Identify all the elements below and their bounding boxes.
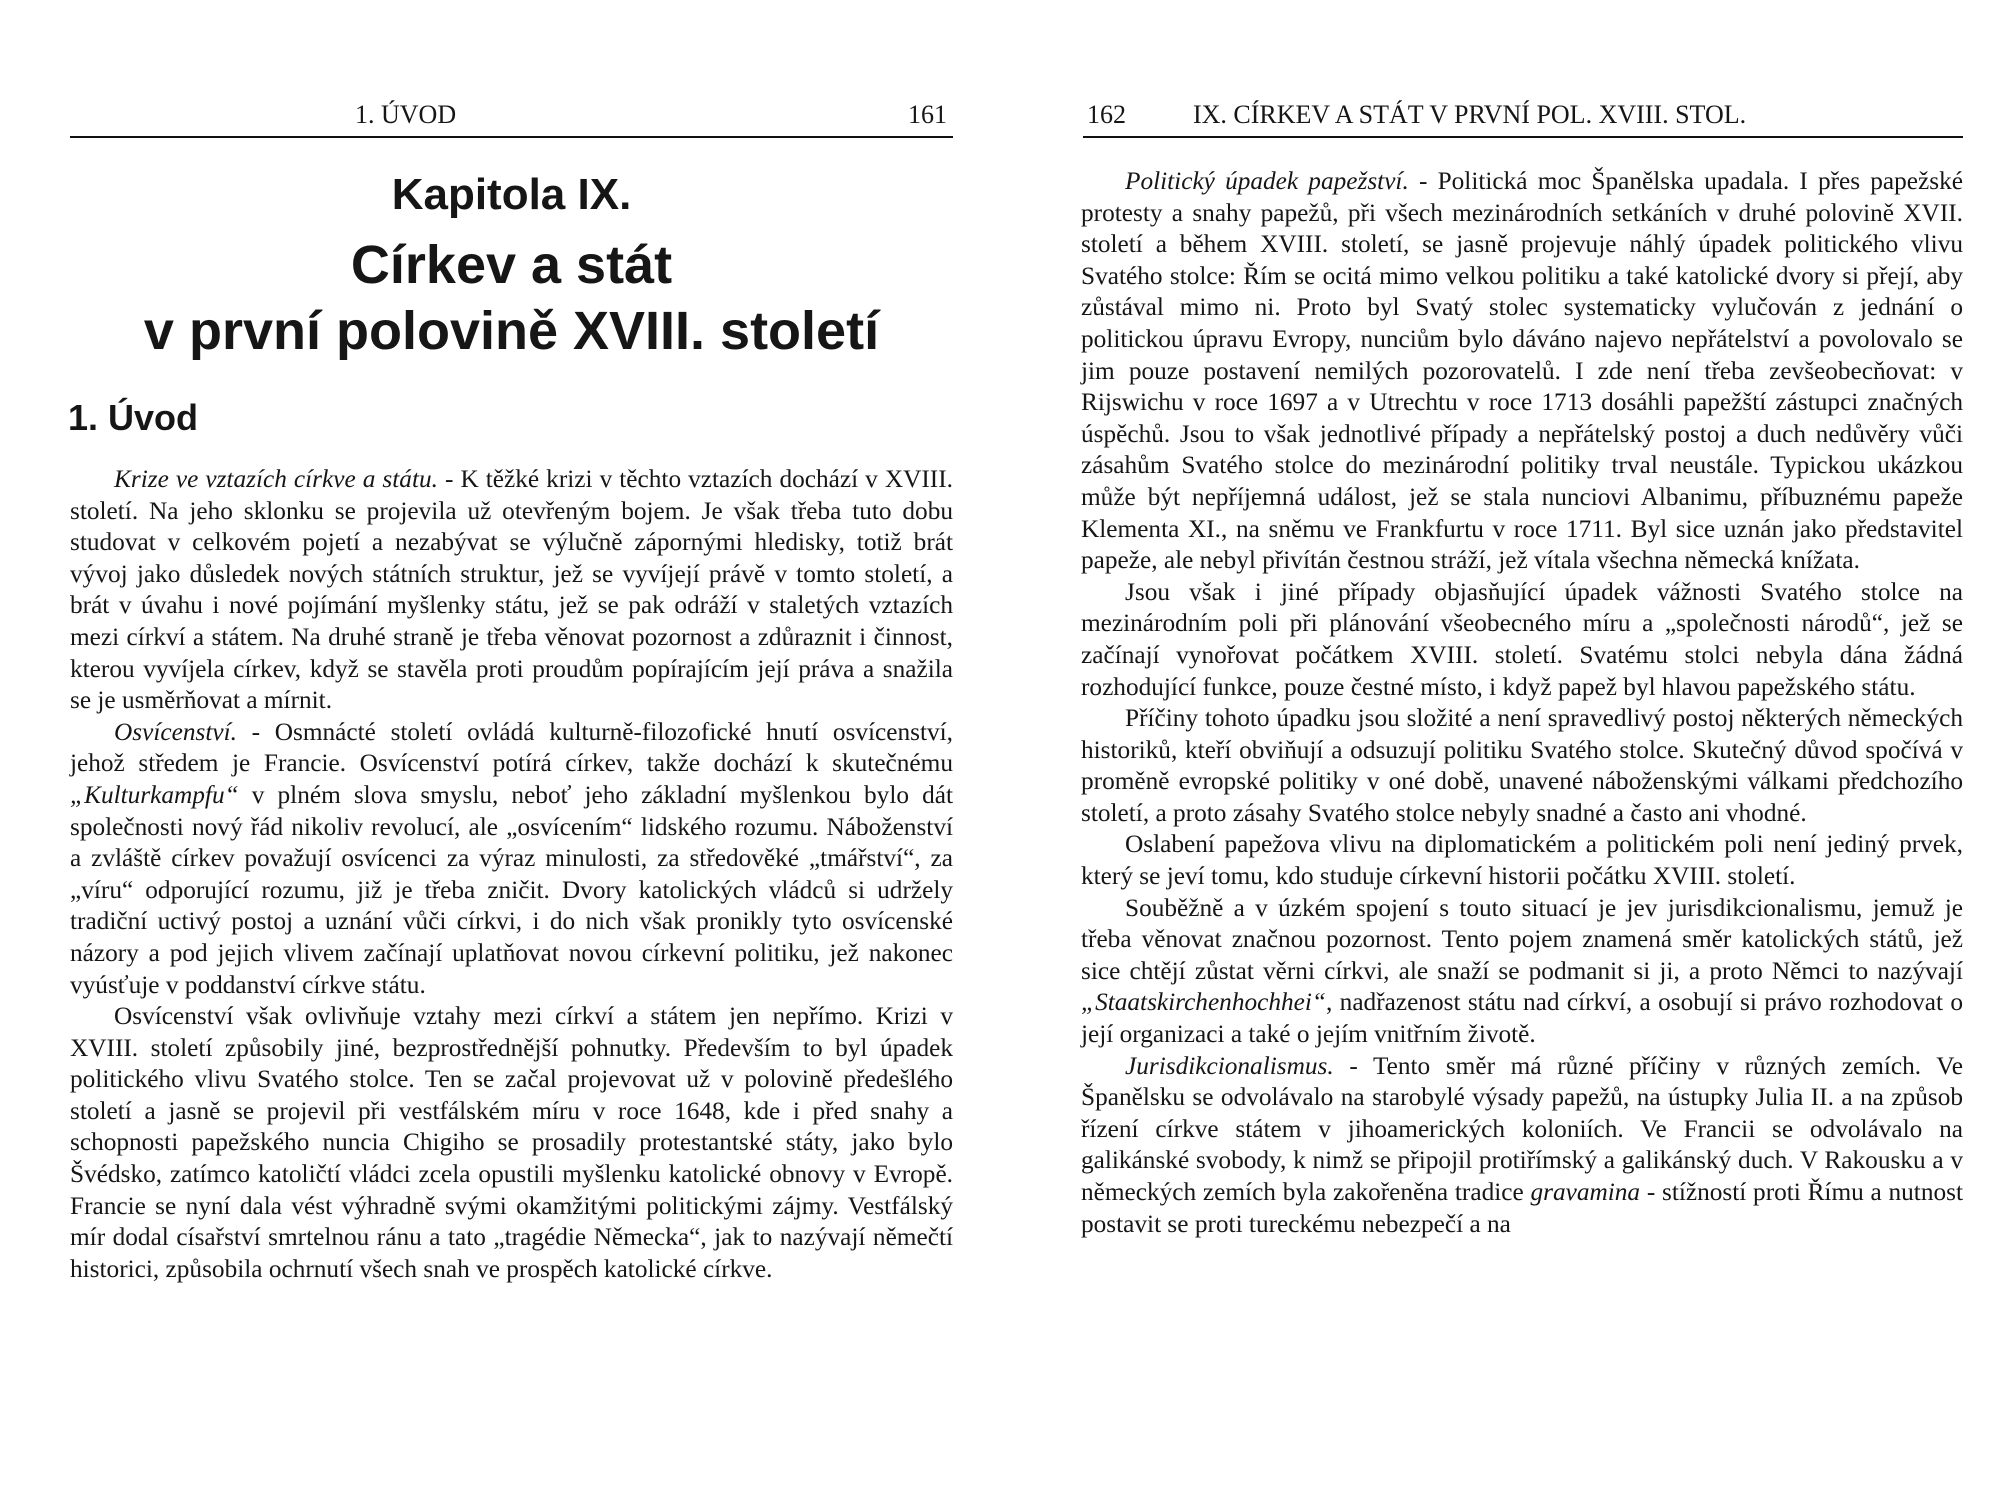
paragraph bbox=[70, 464, 953, 717]
paragraph bbox=[70, 1001, 953, 1285]
paragraph-text: - Osmnácté století ovládá kulturně-filozofické hnutí osvícenství, jehož středem je Francie. Osvícenství potírá církev, takže dochází k skutečnému bbox=[70, 717, 953, 778]
body-text bbox=[1081, 166, 1963, 1240]
paragraph bbox=[1081, 1051, 1963, 1241]
section-heading: 1. Úvod bbox=[68, 397, 199, 438]
paragraph bbox=[1081, 893, 1963, 1051]
paragraph-emphasis: „Staatskirchenhochhei“ bbox=[1081, 988, 1326, 1017]
paragraph-text: - K těžké krizi v těchto vztazích dochází v XVIII. století. Na jeho sklonku se projevila už otevřeným bojem. Je však třeba tuto dobu studovat v celkovém pojetí a nezabývat se výlučně zápornými hledisky, totiž brát vývoj jako důsledek nových státních struktur, jež se vyvíjejí právě v tomto století, a brát v úvahu i nové pojímání myšlenky státu, jež se pak odráží v staletých vztazích mezi církví a státem. Na druhé straně je třeba věnovat pozornost a zdůraznit i činnost, kterou vyvíjela církev, když se stavěla proti proudům popírajícím její práva a snažila se je usměrňovat a mírnit. bbox=[70, 465, 953, 715]
chapter-label: Kapitola IX. bbox=[391, 170, 632, 219]
paragraph-lead: Krize ve vztazích církve a státu. bbox=[114, 465, 438, 493]
chapter-title bbox=[70, 232, 953, 364]
paragraph-lead: Politický úpadek papežství. bbox=[1125, 167, 1409, 195]
running-head bbox=[1083, 100, 1963, 138]
paragraph-text: Příčiny tohoto úpadku jsou složité a není spravedlivý postoj některých německých historiků, kteří obviňují a odsuzují politiku Svatého stolce. Skutečný důvod spočívá v proměně evropské politiky v oné době, unavené náboženskými válkami předchozího století, a proto zásahy Svatého stolce nebyly snadné a často ani vhodné. bbox=[1081, 704, 1963, 827]
running-head-title: 1. ÚVOD bbox=[355, 100, 457, 129]
paragraph-emphasis: „Kulturkampfu“ bbox=[70, 780, 239, 809]
paragraph bbox=[1081, 166, 1963, 577]
page-number: 161 bbox=[908, 100, 947, 129]
paragraph-text: Souběžně a v úzkém spojení s touto situací je jev jurisdikcionalismu, jemuž je třeba věnovat značnou pozornost. Tento pojem znamená směr katolických států, jež sice chtějí zůstat věrni církvi, ale snaží se podmanit si ji, a proto Němci to nazývají bbox=[1081, 893, 1963, 985]
paragraph-text: v plném slova smyslu, neboť jeho základní myšlenkou bylo dát společnosti nový řád nikoliv revolucí, ale „osvícením“ lidského rozumu. Náboženství a zvláště církev považují osvícenci za výraz minulosti, za středověké „tmářství“, za „víru“ odporující rozumu, již je třeba zničit. Dvory katolických vládců si udržely tradiční uctivý postoj a uznání vůči církvi, i do nich však pronikly tyto osvícenské názory a pod jejich vlivem začínají uplatňovat novou církevní politiku, jež nakonec vyúsťuje v poddanství církve státu. bbox=[70, 780, 953, 999]
paragraph-emphasis: gravamina bbox=[1530, 1178, 1641, 1206]
paragraph-text: Osvícenství však ovlivňuje vztahy mezi církví a státem jen nepřímo. Krizi v XVIII. století způsobily jiné, bezprostřednější pohnutky. Především to byl úpadek politického vlivu Svatého stolce. Ten se začal projevovat už v polovině předešlého století a jasně se projevil při vestfálském míru v roce 1648, kde i před snahy a schopnosti papežského nuncia Chigiho se prosadily protestantské státy, jako bylo Švédsko, zatímco katoličtí vládci zcela opustili myšlenku katolické obnovy v Evropě. Francie se nyní dala vést výhradně svými okamžitými politickými zájmy. Vestfálský mír dodal císařství smrtelnou ránu a tato „tragédie Německa“, jak to nazývají němečtí historici, způsobila ochrnutí všech snah ve prospěch katolické církve. bbox=[70, 1002, 953, 1283]
paragraph-text: , nadřazenost státu nad církví, a osobují si právo rozhodovat o její organizaci a také o jejím vnitřním životě. bbox=[1081, 988, 1963, 1049]
paragraph bbox=[1081, 577, 1963, 703]
running-head bbox=[70, 100, 953, 138]
chapter-title-line1: Církev a stát bbox=[350, 235, 673, 295]
paragraph-text: - Tento směr má různé příčiny v různých zemích. Ve Španělsku se odvolávalo na starobylé výsady papežů, na ústupky Julia II. a na způsob řízení církve státem v jihoamerických koloniích. Ve Francii se odvolávalo na galikánské svobody, k nimž se připojil protiřímský a galikánský duch. V Rakousku a v německých zemích byla zakořeněna tradice bbox=[1081, 1051, 1963, 1206]
body-text bbox=[70, 464, 953, 1285]
page-number: 162 bbox=[1087, 100, 1126, 129]
paragraph-text: - stížností proti Římu a nutnost postavit se proti tureckému nebezpečí a na bbox=[1081, 1178, 1963, 1238]
paragraph bbox=[1081, 703, 1963, 829]
paragraph-text: - Politická moc Španělska upadala. I přes papežské protesty a snahy papežů, při všech mezinárodních setkáních v druhé polovině XVII. století a během XVIII. století, se jasně projevuje náhlý úpadek politického vlivu Svatého stolce: Řím se ocitá mimo velkou politiku a také katolické dvory si přejí, aby zůstával mimo ni. Proto byl Svatý stolec systematicky vylučován z jednání o politickou úpravu Evropy, nunciům bylo dáváno najevo nepřátelství a povolovalo se jim pouze postavení nemilých pozorovatelů. I zde není třeba zevšeobecňovat: v Rijswichu v roce 1697 a v Utrechtu v roce 1713 dosáhli papežští zástupci značných úspěchů. Jsou to však jednotlivé případy a nepřátelský postoj a duch nedůvěry vůči zásahům Svatého stolce do mezinárodní politiky trval neustále. Typickou ukázkou může být nepříjemná událost, jež se stala nunciovi Albanimu, příbuznému papeže Klementa XI., na sněmu ve Frankfurtu v roce 1711. Byl sice uznán jako představitel papeže, ale nebyl přivítán čestnou stráží, jež vítala všechna německá knížata. bbox=[1081, 167, 1963, 575]
paragraph bbox=[1081, 829, 1963, 892]
paragraph bbox=[70, 717, 953, 1001]
paragraph-text: Oslabení papežova vlivu na diplomatickém a politickém poli není jediný prvek, který se jeví tomu, kdo studuje církevní historii počátku XVIII. století. bbox=[1081, 830, 1963, 891]
paragraph-lead: Osvícenství. bbox=[114, 717, 237, 746]
paragraph-lead: Jurisdikcionalismus. bbox=[1125, 1051, 1334, 1080]
chapter-title-line2: v první polovině XVIII. století bbox=[143, 301, 880, 361]
running-head-title: IX. CÍRKEV A STÁT V PRVNÍ POL. XVIII. STOL. bbox=[1193, 100, 1747, 129]
paragraph-text: Jsou však i jiné případy objasňující úpadek vážnosti Svatého stolce na mezinárodním poli při plánování všeobecného míru a „společnosti národů“, jež se začínají vynořovat počátkem XVIII. století. Svatému stolci nebyla dána žádná rozhodující funkce, pouze čestné místo, i když papež byl hlavou papežského státu. bbox=[1081, 577, 1963, 701]
right-page bbox=[1003, 0, 2006, 1500]
